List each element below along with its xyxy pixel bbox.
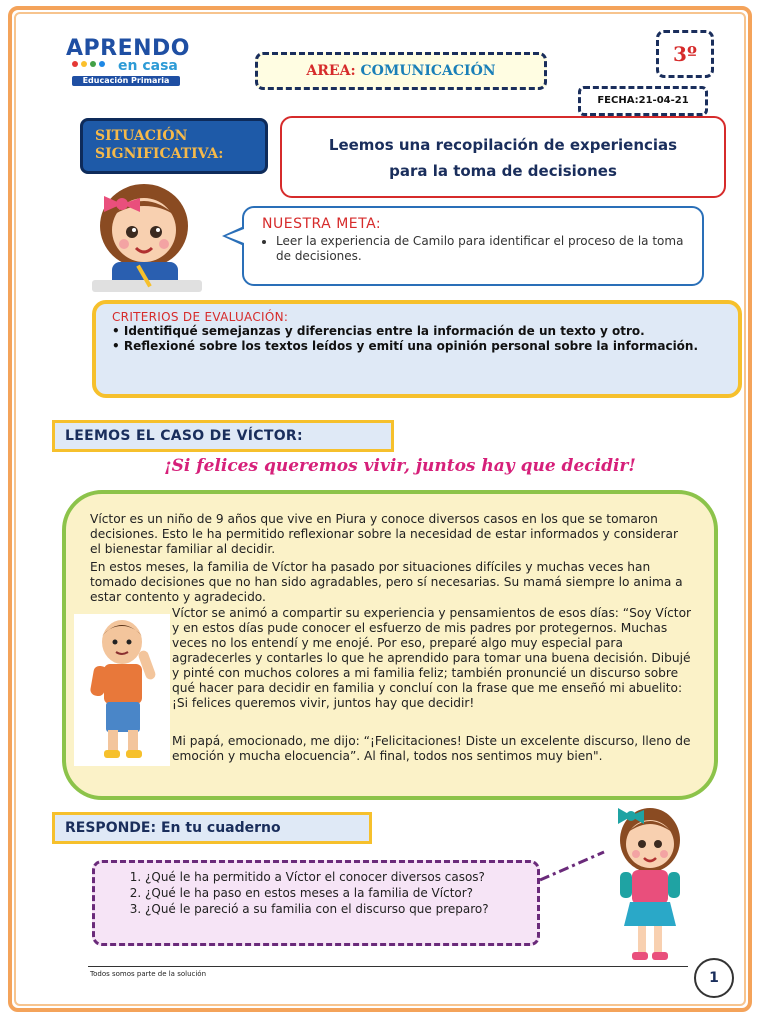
questions-box	[92, 860, 540, 946]
page-number: 1	[694, 958, 734, 998]
lesson-title-line1: Leemos una recopilación de experiencias	[328, 136, 678, 154]
questions-list	[125, 869, 537, 917]
story-paragraph-1: Víctor es un niño de 9 años que vive en Piura y conoce diversos casos en los que se tomaron decisiones. Esto le ha permitido reflexionar sobre la necesidad de estar informados y considerar el bienestar familiar al decidir.	[90, 512, 678, 556]
boy-victor-illustration	[74, 614, 170, 766]
section-heading-leemos: LEEMOS EL CASO DE VÍCTOR:	[52, 420, 394, 452]
criterios-heading: CRITERIOS DE EVALUACIÓN:	[112, 310, 289, 324]
meta-bubble-tail-inner	[226, 229, 244, 243]
meta-list	[262, 234, 702, 264]
situacion-line1: SITUACIÓN	[95, 128, 188, 144]
story-paragraph-2: En estos meses, la familia de Víctor ha pasado por situaciones difíciles y muchas veces han tomado decisiones que no han sido agradables, pero sí necesarias. Su mamá siempre lo anima a estar contento y agradecido.	[90, 560, 683, 604]
girl-reading-illustration	[82, 176, 212, 294]
situacion-line2: SIGNIFICATIVA:	[95, 146, 224, 162]
story-box	[62, 490, 718, 800]
date-box: FECHA:21-04-21	[578, 86, 708, 116]
logo-band: Educación Primaria	[72, 76, 180, 86]
lesson-title-line2: para la toma de decisiones	[389, 162, 617, 180]
meta-item: • Leer la experiencia de Camilo para identificar el proceso de la toma de decisiones.	[276, 234, 702, 264]
logo-title: APRENDO	[66, 36, 190, 61]
responde-label: RESPONDE:	[65, 820, 157, 836]
meta-box	[242, 206, 704, 286]
criterios-box	[92, 300, 742, 398]
area-box	[255, 52, 547, 90]
criterio-item: • Reflexioné sobre los textos leídos y emití una opinión personal sobre la información.	[112, 339, 699, 353]
area-label: AREA:	[306, 63, 356, 79]
speech-connector	[538, 846, 608, 886]
story-paragraph-3: Víctor se animó a compartir su experiencia y pensamientos de esos días: “Soy Víctor y en estos días pude conocer el esfuerzo de mis padres por protegernos. Muchas veces no los entendí y me enojé. Por eso, preparé algo muy especial para agradecerles y contarles lo que he aprendido para tomar una buena decisión. Dibujé y pinté con muchos colores a mi familia feliz; también pronuncié un discurso sobre qué hacer para decidir en familia y concluí con la frase que me enseñó mi abuelito: ¡Si felices queremos vivir, juntos hay que decidir!	[172, 606, 692, 710]
responde-sub: En tu cuaderno	[160, 820, 281, 836]
grade-box: 3º	[656, 30, 714, 78]
logo-subtitle: en casa	[118, 58, 178, 74]
logo-dots	[72, 58, 114, 68]
area-value: COMUNICACIÓN	[360, 63, 496, 79]
criterio-item: • Identifiqué semejanzas y diferencias entre la información de un texto y otro.	[112, 324, 645, 338]
question-item: 2. ¿Qué le ha paso en estos meses a la familia de Víctor?	[145, 885, 537, 901]
footer-text: Todos somos parte de la solución	[90, 970, 207, 978]
footer-divider	[88, 966, 688, 967]
question-item: 1. ¿Qué le ha permitido a Víctor el conocer diversos casos?	[145, 869, 537, 885]
story-paragraph-4: Mi papá, emocionado, me dijo: “¡Felicitaciones! Diste un excelente discurso, lleno de emoción y mucha elocuencia”. Al final, todos nos sentimos muy bien".	[172, 734, 691, 763]
question-item: 3. ¿Qué le pareció a su familia con el discurso que preparo?	[145, 901, 537, 917]
section-heading-responde	[52, 812, 372, 844]
meta-heading: NUESTRA META:	[262, 216, 382, 232]
situacion-badge	[80, 118, 268, 174]
girl-standing-illustration	[600, 802, 700, 966]
lesson-title	[280, 116, 726, 198]
story-subtitle: ¡Si felices queremos vivir, juntos hay que decidir!	[164, 456, 636, 476]
